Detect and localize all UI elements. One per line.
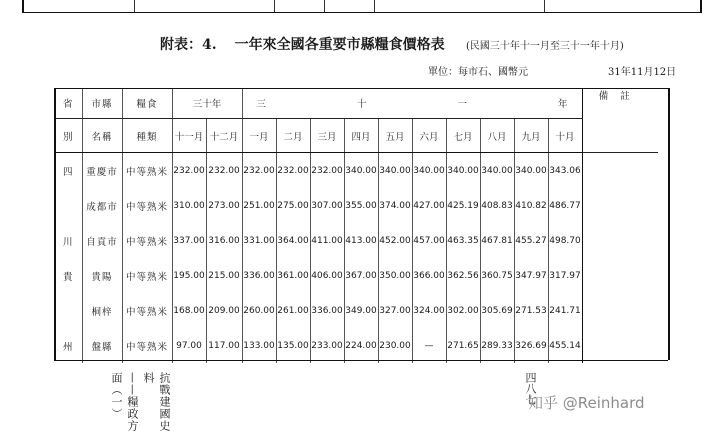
price-cell: 367.00: [344, 258, 378, 293]
price-cell: 117.00: [206, 328, 242, 363]
previous-table-edge: [22, 0, 702, 13]
month-header: 一月: [242, 119, 276, 153]
month-header: 四月: [344, 119, 378, 153]
price-cell: 327.00: [378, 293, 412, 328]
top-strip-divider: [374, 0, 375, 12]
price-cell: 307.00: [310, 188, 344, 223]
table-row: [54, 258, 658, 293]
price-cell: 463.35: [446, 223, 480, 258]
book-title-part: ——糧政方面（一）: [110, 372, 139, 432]
top-strip-divider: [544, 0, 545, 12]
price-cell: 411.00: [310, 223, 344, 258]
price-cell: 413.00: [344, 223, 378, 258]
city-name: 桐梓: [82, 293, 122, 328]
province-char: 四: [62, 166, 73, 178]
grain-header-bottom: 種類: [122, 119, 172, 153]
price-cell: 302.00: [446, 293, 480, 328]
price-cell: 364.00: [276, 223, 310, 258]
price-cell: 275.00: [276, 188, 310, 223]
report-date: 31年11月12日: [608, 67, 677, 78]
price-cell: 455.14: [548, 328, 582, 363]
price-cell: 410.82: [514, 188, 548, 223]
price-cell: 355.00: [344, 188, 378, 223]
price-cell: 349.00: [344, 293, 378, 328]
year-31-char: 三: [256, 99, 267, 110]
book-running-title: [108, 372, 172, 434]
price-cell: 260.00: [242, 293, 276, 328]
province-char: 州: [62, 341, 73, 353]
price-cell: 340.00: [480, 153, 514, 189]
grain-grade: 中等熟米: [122, 293, 172, 328]
price-cell: 168.00: [172, 293, 206, 328]
price-cell: 209.00: [206, 293, 242, 328]
month-header: 十二月: [206, 119, 242, 153]
price-cell: 273.00: [206, 188, 242, 223]
city-name: 重慶市: [82, 153, 122, 189]
price-cell: 251.00: [242, 188, 276, 223]
table-title: [160, 34, 445, 54]
price-cell: 452.00: [378, 223, 412, 258]
price-cell: 232.00: [242, 153, 276, 189]
price-cell: 366.00: [412, 258, 446, 293]
price-cell: 215.00: [206, 258, 242, 293]
grain-grade: 中等熟米: [122, 258, 172, 293]
price-cell: 340.00: [446, 153, 480, 189]
page-number: 四八七: [524, 372, 537, 405]
province-char: [54, 188, 82, 223]
table-main-title: 一年來全國各重要市縣糧食價格表: [234, 37, 445, 53]
price-cell: 233.00: [310, 328, 344, 363]
table-border-bottom: [54, 360, 668, 361]
price-cell: 350.00: [378, 258, 412, 293]
remarks-cell: [582, 188, 658, 223]
price-cell: 133.00: [242, 328, 276, 363]
price-cell: 224.00: [344, 328, 378, 363]
price-cell: 406.00: [310, 258, 344, 293]
province-header-top: 省: [54, 88, 82, 119]
year-31-char: 一: [457, 99, 467, 110]
remarks-cell: [582, 223, 658, 258]
price-cell: 361.00: [276, 258, 310, 293]
book-title-part: 抗戰建國史料: [142, 372, 171, 432]
grain-price-table: [54, 88, 658, 363]
price-cell: 271.53: [514, 293, 548, 328]
price-cell: 360.75: [480, 258, 514, 293]
price-cell: 232.00: [172, 153, 206, 189]
grain-grade: 中等熟米: [122, 153, 172, 189]
price-cell: 336.00: [242, 258, 276, 293]
grain-grade: 中等熟米: [122, 223, 172, 258]
top-strip-divider: [324, 0, 325, 12]
price-cell: 261.00: [276, 293, 310, 328]
province-char: 貴: [62, 271, 73, 283]
price-cell: 97.00: [172, 328, 206, 363]
watermark: 知乎 @Reinhard: [528, 394, 645, 412]
province-char: 川: [62, 236, 73, 248]
price-cell: 316.00: [206, 223, 242, 258]
month-header: 九月: [514, 119, 548, 153]
price-cell: 486.77: [548, 188, 582, 223]
month-header: 六月: [412, 119, 446, 153]
year-31-header: [242, 88, 582, 119]
city-header-bottom: 名稱: [82, 119, 122, 153]
price-cell: 340.00: [378, 153, 412, 189]
price-cell: 340.00: [344, 153, 378, 189]
province-char: [54, 293, 82, 328]
price-cell: 374.00: [378, 188, 412, 223]
remarks-header: 備註: [582, 88, 658, 153]
price-cell: 135.00: [276, 328, 310, 363]
month-header: 七月: [446, 119, 480, 153]
price-cell: 305.69: [480, 293, 514, 328]
remarks-cell: [582, 258, 658, 293]
grain-grade: 中等熟米: [122, 188, 172, 223]
price-cell: 310.00: [172, 188, 206, 223]
month-header: 八月: [480, 119, 514, 153]
price-cell: 455.27: [514, 223, 548, 258]
header-row-2: [54, 119, 658, 153]
price-cell: 326.69: [514, 328, 548, 363]
price-cell: 347.97: [514, 258, 548, 293]
grain-header-top: 糧食: [122, 88, 172, 119]
price-cell: 408.83: [480, 188, 514, 223]
city-name: 自貢市: [82, 223, 122, 258]
city-name: 盤縣: [82, 328, 122, 363]
remarks-cell: [582, 328, 658, 363]
remarks-cell: [582, 153, 658, 189]
price-cell: 241.71: [548, 293, 582, 328]
month-header: 十月: [548, 119, 582, 153]
table-row: [54, 153, 658, 189]
year-31-char: 年: [557, 99, 568, 110]
table-border-left: [54, 88, 56, 360]
price-cell: 362.56: [446, 258, 480, 293]
table-subtitle: (民國三十年十一月至三十一年十月): [466, 41, 624, 52]
table-row: [54, 188, 658, 223]
header-row-1: [54, 88, 658, 119]
price-cell: 498.70: [548, 223, 582, 258]
table-row: [54, 223, 658, 258]
price-cell: 457.00: [412, 223, 446, 258]
price-cell: 195.00: [172, 258, 206, 293]
price-cell: 340.00: [412, 153, 446, 189]
city-name: 成都市: [82, 188, 122, 223]
price-cell: 230.00: [378, 328, 412, 363]
price-cell: 289.33: [480, 328, 514, 363]
price-cell: 271.65: [446, 328, 480, 363]
price-cell: 317.97: [548, 258, 582, 293]
city-name: 貴陽: [82, 258, 122, 293]
table-number: 附表：4.: [160, 37, 217, 53]
year-31-char: 十: [356, 99, 367, 110]
province-header-bottom: 別: [54, 119, 82, 153]
city-header-top: 市縣: [82, 88, 122, 119]
unit-note: 單位：每市石、國幣元: [428, 67, 528, 78]
grain-grade: 中等熟米: [122, 328, 172, 363]
table-row: [54, 328, 658, 363]
price-cell: 467.81: [480, 223, 514, 258]
price-cell: 324.00: [412, 293, 446, 328]
price-cell: 427.00: [412, 188, 446, 223]
month-header: 二月: [276, 119, 310, 153]
price-cell: 232.00: [206, 153, 242, 189]
price-cell: 232.00: [310, 153, 344, 189]
price-cell: 331.00: [242, 223, 276, 258]
price-cell: —: [412, 328, 446, 363]
month-header: 五月: [378, 119, 412, 153]
price-cell: 343.06: [548, 153, 582, 189]
month-header: 十一月: [172, 119, 206, 153]
price-cell: 232.00: [276, 153, 310, 189]
price-cell: 425.19: [446, 188, 480, 223]
price-cell: 336.00: [310, 293, 344, 328]
top-strip-divider: [274, 0, 275, 12]
table-border-top: [54, 88, 668, 89]
month-header: 三月: [310, 119, 344, 153]
price-cell: 337.00: [172, 223, 206, 258]
year-30-header: 三十年: [172, 88, 242, 119]
table-border-right: [668, 88, 670, 360]
price-cell: 340.00: [514, 153, 548, 189]
table-row: [54, 293, 658, 328]
remarks-cell: [582, 293, 658, 328]
top-strip-divider: [134, 0, 135, 12]
